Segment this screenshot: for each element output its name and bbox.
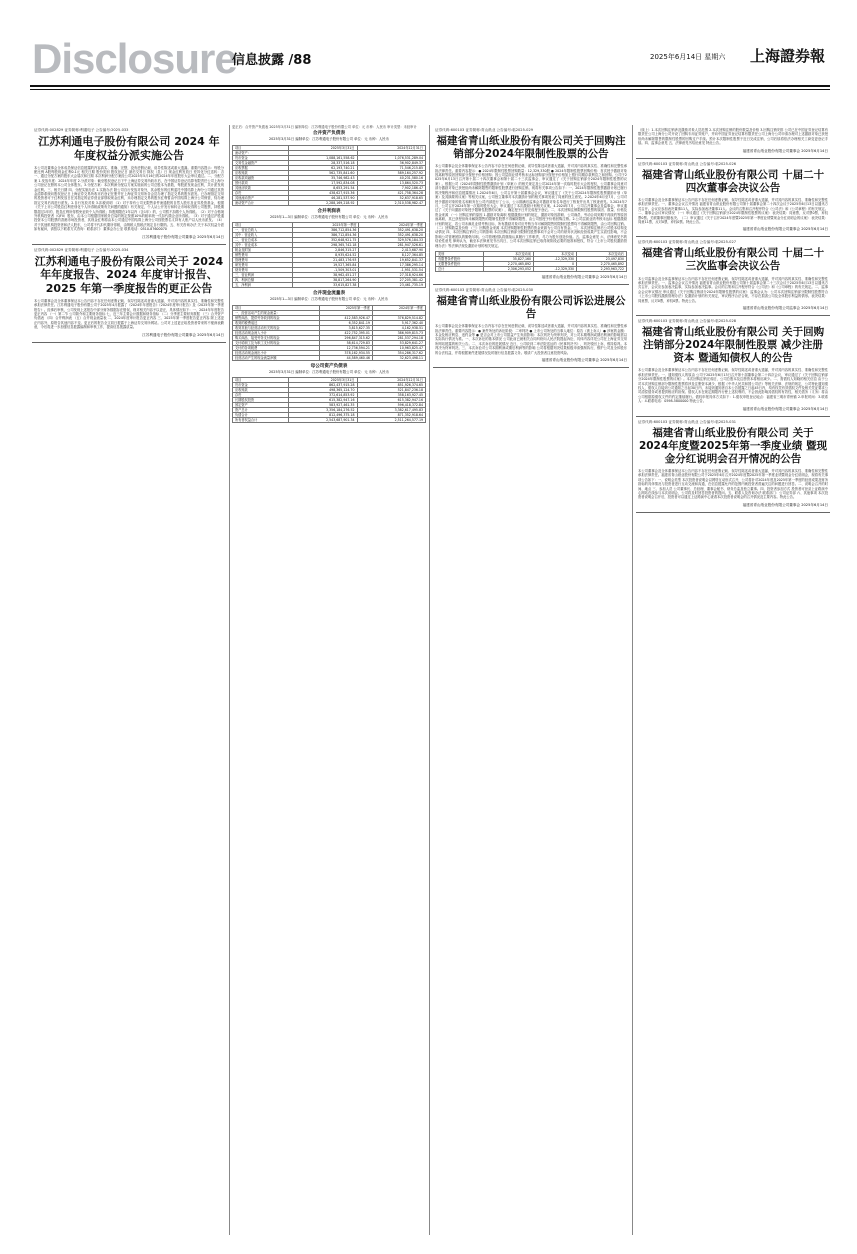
table-cell: 二、营业总成本 <box>233 238 293 243</box>
table-cell: 2,288,169,218.92 <box>289 200 357 205</box>
table-cell: 2024年第一季度 <box>359 223 426 228</box>
table-cell: 28,337,516.18 <box>289 160 357 165</box>
notice-signature: 福建省青山纸业股份有限公司董事会 2025年6月14日 <box>742 406 828 411</box>
table-cell: 35,827,160 <box>484 256 534 261</box>
notice-article <box>636 417 830 513</box>
notice-article <box>433 125 629 285</box>
table-cell: 412,583,926.47 <box>319 315 372 320</box>
table-cell: 8,127,364.85 <box>359 253 426 258</box>
table-cell: 财务费用 <box>233 268 293 273</box>
table-cell: 预付款项 <box>233 180 289 185</box>
table-cell: 40,231,580.16 <box>357 175 426 180</box>
table-cell: 23,497,830 <box>577 256 627 261</box>
notice-signature: 福建省青山纸业股份有限公司董事会 2025年6月14日 <box>742 502 828 507</box>
newspaper-brand: 上海證券報 <box>750 47 826 65</box>
column-divider <box>632 125 633 1235</box>
table-cell: 应收票据 <box>233 165 289 170</box>
table-cell: 经营活动现金流入小计 <box>233 330 320 335</box>
table-cell: 296,847,315.62 <box>319 335 372 340</box>
table-cell: 0 <box>534 261 577 266</box>
table-cell: 352,648,921.75 <box>292 238 359 243</box>
table-cell: 46,281,537.90 <box>289 195 357 200</box>
table-cell: 298,365,742.18 <box>292 243 359 248</box>
table-cell: 2025年第一季度 <box>319 305 372 310</box>
table-cell: 四、利润总额 <box>233 278 293 283</box>
notice-signature: 福建省青山纸业股份有限公司董事会 2025年6月14日 <box>541 358 627 363</box>
column-lidong-notices <box>32 125 226 1237</box>
notice-title: 福建省青山纸业股份有限公司关于回购注销部分2024年限制性股票的公告 <box>436 135 626 161</box>
table-cell: 58,614,729.83 <box>319 340 372 345</box>
table-cell: 项目 <box>233 305 320 310</box>
notice-article <box>636 159 830 238</box>
table-cell: 销售商品、提供劳务收到的现金 <box>233 315 320 320</box>
table-cell: 1,076,531,289.04 <box>357 155 426 160</box>
table-cell: 52,637,918.65 <box>357 195 426 200</box>
table-cell: 386,909,815.73 <box>372 330 425 335</box>
notice-title: 福建省青山纸业股份有限公司 十届二十四次董事会决议公告 <box>641 168 825 194</box>
table-cell: 存货 <box>233 393 289 398</box>
notice-body: 本公司及董事会全体成员保证信息披露的内容真实、准确、完整，没有虚假记载、误导性陈述或重大遗漏。重要内容提示：每股分配比例 A股每股现金红利0.1元 相关日期 股份类别 股权登记日 最后交易日 除权（息）日 现金红利发放日 差异化分红送转：否 一、通过分配方案的股东大会届次和日期 本次利润分配方案经公司2025年5月16日的2024年年度股东大会审议通过。二、分配方案 1.发放年度：2024年年度 2.分派对象：截至股权登记日下午上海证券交易所收市后，在中国证券登记结算有限责任公司上海分公司登记在册的本公司全体股东。3.分配方案：本次利润分配以方案实施前的公司总股本为基数，每股派发现金红利，共计派发现金红利。三、相关日期 四、分配实施办法 1.实施办法 除公司自行发放对象外，其余股东的红利委托中国结算上海分公司通过其资金清算系统向股权登记日上海证券交易所收市后登记在册并在上海证券交易所各会员办理了指定交易的股东派发。已办理指定交易的投资者可于红利发放日在其指定的证券营业部领取现金红利，未办理指定交易的股东红利暂由中国结算上海分公司保管，待办理指定交易后再进行派发。2.自行发放对象 3.扣税说明 （1）对于持有公司无限售条件流通股的自然人股东及证券投资基金，根据《关于上市公司股息红利差别化个人所得税政策有关问题的通知》有关规定，个人从公开发行和转让市场取得的公司股票，持股期限超过1年的，股息红利所得暂免征收个人所得税；持股期限在1年以内（含1年）的，公司暂不扣缴个人所得税。（2）对于合格境外机构投资者（QFII）股东，由本公司根据国家税务总局的规定按照10%的税率统一代扣代缴企业所得税。（3）对于通过沪股通投资本公司股票的香港市场投资者，其现金红利将由本公司通过中国结算上海分公司按股票名义持有人账户以人民币派发。（4）对于其他机构投资者和法人股东，公司将不代扣代缴所得税，由纳税人按税法规定自行缴纳。五、有关咨询办法 关于本次权益分派如有疑问，请按以下联系方式咨询：联系部门：董事会办公室 联系电话：0510-87600070 <box>34 165 224 232</box>
table-cell: 372,614,853.92 <box>289 393 357 398</box>
table-cell: 281,537,294.18 <box>372 335 425 340</box>
table-cell: 3,815,627.35 <box>319 325 372 330</box>
notice-signature: 福建省青山纸业股份有限公司董事会 2025年6月14日 <box>541 274 627 279</box>
table-cell: 354,286,317.62 <box>372 350 425 355</box>
table-cell: 862,437,915.28 <box>289 383 357 388</box>
table-cell: 851,926,374.65 <box>357 383 426 388</box>
table-cell: -12,329,330 <box>534 256 577 261</box>
table-cell: 2025年3月31日 <box>289 378 357 383</box>
financial-table <box>232 305 426 361</box>
table-cell: 有限售条件股份 <box>436 256 484 261</box>
table-row <box>233 418 426 423</box>
notice-code: 证券代码:600103 证券简称:青山纸业 公告编号:临2025-031 <box>638 419 737 424</box>
share-structure-table <box>435 251 627 272</box>
masthead-rule-thin <box>30 89 830 90</box>
table-cell: 10,963,825.47 <box>372 345 425 350</box>
table-cell: 38,817,264.90 <box>292 278 359 283</box>
notice-body: 本公司监事会及全体监事保证本公告内容不存在任何虚假记载、误导性陈述或者重大遗漏，并对其内容的真实性、准确性和完整性承担法律责任。一、监事会会议召开情况 福建省青山纸业股份有限公司第十届监事会第二十三次会议于2025年6月13日以通讯方式召开，会议应参加表决监事，实际参加表决监事。会议的召集和召开程序符合《公司法》和《公司章程》的有关规定。二、监事会会议审议情况 审议通过《关于回购注销部分2024年限制性股票的议案》 监事会认为：公司本次回购注销部分限制性股票符合《上市公司股权激励管理办法》及激励计划的有关规定，审议程序合法合规，不存在损害公司及全体股东利益的情形。表决结果：同意票，反对0票，弃权0票。特此公告。 <box>638 276 828 303</box>
table-cell: -12,329,330 <box>534 266 577 271</box>
table-cell: 12,736,594.21 <box>319 345 372 350</box>
table-cell: -1,951,531.54 <box>359 268 426 273</box>
notice-article <box>433 285 629 368</box>
table-cell: 项目 <box>233 223 293 228</box>
table-cell: 71,546,215.85 <box>357 165 426 170</box>
table-cell: 386,712,854.36 <box>292 233 359 238</box>
masthead-rule-thick <box>30 85 830 87</box>
table-cell: 应收账款 <box>233 170 289 175</box>
statement-title: 合并资产负债表 <box>312 131 346 137</box>
notice-title: 江苏利通电子股份有限公司 2024 年年度权益分派实施公告 <box>38 135 220 162</box>
table-cell: 23,461,735.19 <box>359 283 426 288</box>
table-cell: 812,496,375.18 <box>289 413 357 418</box>
table-cell: 2025年第一季度 <box>292 223 359 228</box>
issue-date: 2025年6月14日 星期六 <box>650 53 726 61</box>
table-cell: 4,162,938.51 <box>372 325 425 330</box>
notice-code: 证券代码:600103 证券简称:青山纸业 公告编号:临2025-028 <box>638 319 737 323</box>
table-cell: 329,576,184.33 <box>359 238 426 243</box>
notice-article <box>636 125 830 159</box>
table-cell: 17,592,834.08 <box>289 180 357 185</box>
table-cell: 8,653,291.54 <box>289 185 357 190</box>
table-cell: 其中：营业成本 <box>233 243 293 248</box>
table-cell: 2,293,963,722 <box>577 266 627 271</box>
notice-body: 本公司董事会及全体董事保证本公告内容不存在任何虚假记载、误导性陈述或者重大遗漏，并对其内容的真实性、准确性和完整性承担法律责任。福建省青山纸业股份有限公司于2025年6月召开2024年度暨2025年第一季度业绩暨现金分红说明会，现将有关事项公告如下：一、说明会类型 本次投资者说明会以网络互动形式召开，公司将针对2024年度及2025年第一季度的经营成果及财务指标的具体情况与投资者进行互动交流和沟通，在信息披露允许的范围内就投资者普遍关注的问题进行回答。二、说明会召开的时间、地点 三、参加人员 公司董事长、总经理、董事会秘书、财务总监及独立董事。四、投资者参加方式 投资者可登录上证路演中心网站在线参与本次说明会，公司将及时回答投资者的提问。五、联系人及咨询办法 联系部门：公司证券部 六、其他事项 本次投资者说明会召开后，投资者可以通过上证路演中心查看本次投资者说明会的召开情况及主要内容。特此公告。 <box>638 469 828 500</box>
statement-subtitle: 2025年3月31日 编制单位：江苏利通电子股份有限公司 单位：元 币种：人民币 <box>268 137 390 142</box>
table-cell: 44,589,460.46 <box>319 355 372 360</box>
table-cell: 负债合计 <box>233 413 289 418</box>
table-cell: 2024年第一季度 <box>372 305 425 310</box>
table-cell: 35,746,982.43 <box>289 175 357 180</box>
table-cell: 销售费用 <box>233 253 293 258</box>
notice-body: （续上）1.本次回购注销涉及激励对象人员范围 2.本次回购注销的股份数量及价格 3.回购注销安排 公司已在中国证券登记结算有限责任公司上海分公司开设了回购专用证券账户，并向中国证券登记结算有限责任公司上海分公司申请办理对上述激励对象已获授但尚未解除限售的限制性股票的回购过户手续。预计本次限制性股票于近日完成注销，公司后续将依法办理相关工商变更登记手续。四、监事会意见 五、法律意见书结论意见 特此公告。 <box>638 128 828 146</box>
table-cell: 资产总计 <box>233 408 289 413</box>
table-row <box>233 283 426 288</box>
table-cell: 管理费用 <box>233 258 293 263</box>
table-cell: 收到其他与经营活动有关的现金 <box>233 325 320 330</box>
table-cell: 378,162,934.55 <box>319 350 372 355</box>
table-cell: 422,752,395.01 <box>319 330 372 335</box>
section-title: 信息披露 /88 <box>232 53 312 68</box>
column-divider <box>429 125 430 1235</box>
table-cell: 2,511,264,577.19 <box>357 418 426 423</box>
table-cell: 本次变动前 <box>484 251 534 256</box>
table-cell: 其中：营业收入 <box>233 233 293 238</box>
table-cell: 53,829,641.27 <box>372 340 425 345</box>
notice-code: 证券代码:600103 证券简称:青山纸业 公告编号:临2025-027 <box>638 240 737 245</box>
table-cell: 五、净利润 <box>233 283 293 288</box>
table-cell: 一、经营活动产生的现金流量： <box>233 310 320 315</box>
table-cell: 583,927,461.35 <box>289 403 357 408</box>
table-cell: 经营活动现金流出小计 <box>233 350 320 355</box>
table-cell: 其他流动资产 <box>233 195 289 200</box>
notice-signature: 福建省青山纸业股份有限公司董事会 2025年6月14日 <box>742 227 828 232</box>
table-cell: 7,902,186.47 <box>357 185 426 190</box>
table-cell: 存货 <box>233 190 289 195</box>
notice-code: 证券代码:600103 证券简称:青山纸业 公告编号:临2025-030 <box>435 287 534 292</box>
table-cell: 615,382,947.16 <box>357 398 426 403</box>
table-cell: 3,382,617,495.83 <box>357 408 426 413</box>
table-cell: 438,627,915.36 <box>289 190 357 195</box>
table-cell: 研发费用 <box>233 263 293 268</box>
notice-article <box>636 316 830 417</box>
table-cell: 38,962,451.27 <box>292 273 359 278</box>
table-cell: -1,509,303.01 <box>292 268 359 273</box>
table-cell: 521,847,236.18 <box>357 388 426 393</box>
table-cell: 27,205,381.42 <box>359 278 426 283</box>
table-cell: 收到的税费返还 <box>233 320 320 325</box>
table-cell: 流动资产合计 <box>233 200 289 205</box>
table-cell: 支付的各项税费 <box>233 345 320 350</box>
table-cell: 应收款项融资 <box>233 175 289 180</box>
notice-body: 本公司董事会及全体董事保证本公告内容不存在任何虚假记载、误导性陈述或者重大遗漏，并对其内容的真实性、准确性和完整性承担法律责任。重要内容提示：● 2024年限制性股票回购数量：12,329,330股 ● 2024年限制性股票回购价格：首次授予激励对象因离职等原因回购部分按授予价格回购；因公司层面业绩考核未达标回购部分按授予价格加上银行同期存款利息之和回购。公司于2025年6月13日召开第十届二十四次董事会和第十届二十三次监事会，审议通过了《关于回购注销部分2024年限制性股票的议案》。根据公司《2024年限制性股票激励计划（草案）》的相关规定及公司2024年第一次临时股东大会的授权，公司董事会同意对部分激励对象已获授但尚未解除限售的限制性股票进行回购注销。现将有关事项公告如下：一、2024年限制性股票激励计划已履行的决策程序和信息披露情况 1.2024年6月，公司召开第十届董事会会议，审议通过了《关于公司2024年限制性股票激励计划（草案）及其摘要的议案》等相关议案，公司独立董事对本次激励计划的相关事项发表了同意的独立意见。2.2024年6月至7月，公司对授予激励对象的姓名和职务在公司内部进行了公示，公示期满后监事会对激励对象名单进行了核查并出具了核查意见。3.2024年7月，公司召开2024年第一次临时股东大会，审议通过了本次激励计划相关议案。4.2024年7月，公司召开董事会及监事会，审议通过了《关于向激励对象授予限制性股票的议案》，确定授予日并完成授予登记。二、本次回购注销限制性股票的原因、数量、价格及资金来源 （一）回购注销的原因 1.激励对象离职 根据激励计划的规定，激励对象因辞职、公司裁员、劳动合同到期不再续约等原因而离职，其已获授但尚未解除限售的限制性股票不得解除限售，由公司按授予价格回购注销。2.公司层面业绩考核未达标 根据激励计划的规定，若公司未满足业绩考核目标，所有激励对象对应考核当年可解除限售的限制性股票均不得解除限售，由公司回购注销。（二）回购数量及价格 （三）回购资金来源 本次回购限制性股票的资金来源为公司自有资金。三、本次回购注销后公司股本结构变动情况 四、本次回购注销对公司的影响 本次回购注销部分限制性股票事项不会对公司的财务状况和经营成果产生实质性影响，不会影响公司管理团队的勤勉尽职。公司管理团队将继续认真履行工作职责，尽力为股东创造价值。五、监事会意见 六、法律意见书的结论性意见 律师认为，截至本法律意见书出具日，公司本次回购注销已取得现阶段必要的批准和授权，符合《上市公司股权激励管理办法》等法律法规及激励计划的相关规定。 <box>435 164 627 248</box>
table-cell: 项目 <box>233 378 289 383</box>
table-cell: 2,270,465,892 <box>577 261 627 266</box>
table-cell: 其他应收款 <box>233 185 289 190</box>
column-divider <box>229 125 230 1235</box>
table-cell: 2024年12月31日 <box>357 378 426 383</box>
table-cell: 19,652,841.37 <box>359 258 426 263</box>
table-cell: 固定资产 <box>233 403 289 408</box>
statement-subtitle: 2025年1—3月 编制单位：江苏利通电子股份有限公司 单位：元 币种：人民币 <box>270 297 388 302</box>
financial-table <box>232 222 426 288</box>
notice-signature: 江苏利通电子股份有限公司董事会 2025年6月14日 <box>142 332 224 337</box>
table-cell: 386,712,854.36 <box>292 228 359 233</box>
masthead-logo: Disclosure <box>32 35 237 82</box>
table-cell: 19,527,365.84 <box>292 263 359 268</box>
table-cell: 358,163,927.45 <box>357 393 426 398</box>
table-cell: 871,352,918.64 <box>357 413 426 418</box>
table-cell: 2025年3月31日 <box>289 145 357 150</box>
table-cell: 支付给职工及为职工支付的现金 <box>233 340 320 345</box>
tables-note: 更正后：合并资产负债表 2025年3月31日 编制单位：江苏利通电子股份有限公司 单位：元 币种：人民币 审计类型：未经审计 <box>232 125 417 129</box>
table-cell: 32,623,498.11 <box>372 355 425 360</box>
table-cell: 8,935,624.52 <box>292 253 359 258</box>
table-cell: 2024年12月31日 <box>357 145 426 150</box>
table-cell: 2,306,293,052 <box>484 266 534 271</box>
table-cell: 货币资金 <box>233 383 289 388</box>
table-cell: 交易性金融资产 <box>233 160 289 165</box>
table-cell: 长期股权投资 <box>233 398 289 403</box>
notice-signature: 福建省青山纸业股份有限公司董事会 2025年6月14日 <box>742 148 828 153</box>
notice-title: 福建省青山纸业股份有限公司诉讼进展公告 <box>436 294 626 321</box>
table-cell: 所有者权益合计 <box>233 418 289 423</box>
notice-body: 本公司董事会及全体董事保证本公告内容不存在任何虚假记载、误导性陈述或者重大遗漏，并对其内容的真实性、准确性和完整性承担法律责任。江苏利通电子股份有限公司于2025年4月披露了《2024年年度报告》《2024年度审计报告》及《2025年第一季度报告》。经事后审核，公司发现上述报告中部分财务数据存在错误，现对相关内容予以更正，具体情况如下：一、2024年年度报告更正内容 （一）第二节 公司简介和主要财务指标 七、近三年主要会计数据和财务指标 （二）分季度主要财务数据 （三）合并资产负债表 （四）合并利润表 （五）合并现金流量表 二、2024年度审计报告更正内容 三、2025年第一季度报告更正内容 除上述更正内容外，原报告其他内容不变。更正后的报告全文同日披露于上海证券交易所网站。公司对上述更正给投资者带来的不便深表歉意，今后将进一步加强信息披露编制和审核工作，提高信息披露质量。 <box>34 298 224 330</box>
table-row <box>233 355 426 360</box>
table-cell: 本次变动后 <box>577 251 627 256</box>
notice-article <box>636 237 830 316</box>
table-cell: 经营活动产生的现金流量净额 <box>233 355 320 360</box>
table-cell: 一、营业总收入 <box>233 228 293 233</box>
table-cell: 1,088,161,558.62 <box>289 155 357 160</box>
column-qingshan-notices-2 <box>636 125 830 1237</box>
financial-table <box>232 145 426 206</box>
table-cell: 6,352,841.19 <box>319 320 372 325</box>
table-cell: 总计 <box>436 266 484 271</box>
table-cell: 5,917,362.40 <box>372 320 425 325</box>
notice-title: 江苏利通电子股份有限公司关于 2024 年年度报告、2024 年度审计报告、2025 年第一季度报告的更正公告 <box>34 254 224 296</box>
table-cell: 376,829,514.82 <box>372 315 425 320</box>
notice-body: 本公司董事会及全体董事保证本公告内容不存在任何虚假记载、误导性陈述或者重大遗漏，并对其内容的真实性、准确性和完整性承担法律责任。一、董事会会议召开情况 福建省青山纸业股份有限公司第十届董事会第二十四次会议于2025年6月13日以通讯方式召开。会议应参加表决董事11人，实际参加表决董事11人。会议的召集和召开程序符合《公司法》和《公司章程》的有关规定。二、董事会会议审议情况 （一）审议通过《关于回购注销部分2024年限制性股票的议案》 表决结果：同意票，反对票0票，弃权票0票。关联董事回避表决。（二）审议通过《关于召开2024年度暨2025年第一季度业绩暨现金分红说明会的议案》 表决结果：同意11票，反对0票，弃权0票。特此公告。 <box>638 197 828 224</box>
notice-body: 本公司董事会及全体董事保证本公告内容不存在任何虚假记载、误导性陈述或者重大遗漏，并对其内容的真实性、准确性和完整性承担法律责任。一、通知债权人的原由 公司于2025年6月13日召开第十届董事会第二十四次会议，审议通过了《关于回购注销部分2024年限制性股票的议案》。本次回购注销完成后，公司总股本及注册资本将相应减少。二、需债权人知晓的相关信息 由于公司本次回购注销部分限制性股票将涉及注册资本减少，根据《中华人民共和国公司法》等相关法律、法规的规定，公司特此通知债权人，债权人自接到公司通知之日起30日内、未接到通知者自本公告披露之日起45日内，均有权凭有效债权文件及相关凭证要求公司清偿债务或者提供相应的担保。债权人未在规定期限内行使上述权利的，不会因此影响其债权的有效性，相关债务（义务）将由公司根据原债权文件的约定继续履行。债权申报具体方式如下：1.债权申报登记地点：福建省三明市青州镇 2.申报时间：3.联系人：4.联系电话：0598-5800000 特此公告。 <box>638 368 828 404</box>
table-cell: 21,483,176.93 <box>292 258 359 263</box>
notice-article <box>32 245 226 343</box>
table-cell: 2,270,465,892 <box>484 261 534 266</box>
statement-subtitle: 2025年1—3月 编制单位：江苏利通电子股份有限公司 单位：元 币种：人民币 <box>270 214 388 219</box>
statement-title: 母公司资产负债表 <box>310 363 348 369</box>
table-cell: 13,864,520.73 <box>357 180 426 185</box>
table-cell: 62,193,740.21 <box>289 165 357 170</box>
table-cell: 615,382,947.16 <box>289 398 357 403</box>
notice-code: 证券代码:600103 证券简称:青山纸业 公告编号:临2025-029 <box>435 128 534 132</box>
statement-title: 合并现金流量表 <box>312 291 346 297</box>
table-cell: 33,615,827.38 <box>292 283 359 288</box>
table-cell: 2,846,315.27 <box>292 248 359 253</box>
notice-code: 证券代码:600103 证券简称:青山纸业 公告编号:临2025-026 <box>638 161 737 166</box>
table-cell: 36,902,849.37 <box>357 160 426 165</box>
notice-code: 证券代码:002829 证券简称:利通电子 公告编号:2025-033 <box>34 128 129 132</box>
table-cell: 352,491,638.20 <box>359 228 426 233</box>
table-cell: 3,356,184,276.52 <box>289 408 357 413</box>
table-cell: 421,758,364.28 <box>357 190 426 195</box>
financial-table <box>232 377 426 423</box>
masthead <box>32 35 832 83</box>
table-cell: 589,164,257.92 <box>357 170 426 175</box>
table-cell: 本次变动 <box>534 251 577 256</box>
table-cell: 2,310,538,982.47 <box>357 200 426 205</box>
notice-title: 福建省青山纸业股份有限公司 关于回购注销部分2024年限制性股票 减少注册资本 暨通知债权人的公告 <box>641 326 825 365</box>
table-cell: 2,543,687,901.34 <box>289 418 357 423</box>
notice-body: 本公司董事会及全体董事保证本公告内容不存在任何虚假记载、误导性陈述或者重大遗漏，并对其内容的真实性、准确性和完整性承担法律责任。重要内容提示：● 案件所处的诉讼阶段：二审判决 ● 上市公司所处的当事人地位：原告（被上诉人）● 涉案的金额：本金及相应利息、违约金等 ● 是否会对上市公司损益产生负面影响：本次判决为终审判决，对公司本期利润或期后利润的影响需以实际执行情况为准。一、本次诉讼的基本情况 公司此前已就相关合同纠纷向人民法院提起诉讼，具体内容详见公司在上海证券交易所网站披露的相关公告。二、本次诉讼的进展情况 近日，公司收到二审法院送达的《民事判决书》，判决驳回上诉，维持原判。本判决为终审判决。三、本次诉讼对公司本期利润或期后利润等的影响 公司将根据判决结果积极申请强制执行，维护公司及全体股东的合法权益，并将根据案件进展情况及时履行信息披露义务。敬请广大投资者注意投资风险。 <box>435 324 627 355</box>
table-row <box>436 266 627 271</box>
table-cell: 货币资金 <box>233 155 289 160</box>
table-cell: 税金及附加 <box>233 248 293 253</box>
table-cell: 352,491,638.20 <box>359 233 426 238</box>
statement-title: 合并利润表 <box>317 208 341 214</box>
table-cell: 498,365,124.70 <box>289 388 357 393</box>
table-cell: 应收账款 <box>233 388 289 393</box>
table-row <box>233 200 426 205</box>
table-cell: 2,413,687.90 <box>359 248 426 253</box>
table-cell: 27,318,924.66 <box>359 273 426 278</box>
table-cell: 17,386,295.14 <box>359 263 426 268</box>
table-cell: 项目 <box>233 145 289 150</box>
notice-title: 福建省青山纸业股份有限公司 十届二十三次监事会决议公告 <box>641 247 825 273</box>
statement-subtitle: 2025年3月31日 编制单位：江苏利通电子股份有限公司 单位：元 币种：人民币 <box>268 369 390 374</box>
notice-code: 证券代码:002829 证券简称:利通电子 公告编号:2025-034 <box>34 247 129 252</box>
table-cell: 三、营业利润 <box>233 273 293 278</box>
table-cell: 281,947,526.61 <box>359 243 426 248</box>
notice-article <box>32 125 226 245</box>
table-cell: 无限售条件股份 <box>436 261 484 266</box>
table-cell: 类别 <box>436 251 484 256</box>
table-cell: 流动资产： <box>233 150 289 155</box>
notice-title: 福建省青山纸业股份有限公司 关于2024年度暨2025年第一季度业绩 暨现金分红说明会召开情况的公告 <box>638 426 828 465</box>
column-lidong-financial-tables <box>232 125 426 1237</box>
column-qingshan-notices-1 <box>433 125 629 1237</box>
table-cell: 购买商品、接受劳务支付的现金 <box>233 335 320 340</box>
notice-signature: 福建省青山纸业股份有限公司监事会 2025年6月14日 <box>742 306 828 310</box>
table-cell: 596,418,372.84 <box>357 403 426 408</box>
notice-signature: 江苏利通电子股份有限公司董事会 2025年6月14日 <box>142 234 224 239</box>
table-cell: 562,735,841.60 <box>289 170 357 175</box>
